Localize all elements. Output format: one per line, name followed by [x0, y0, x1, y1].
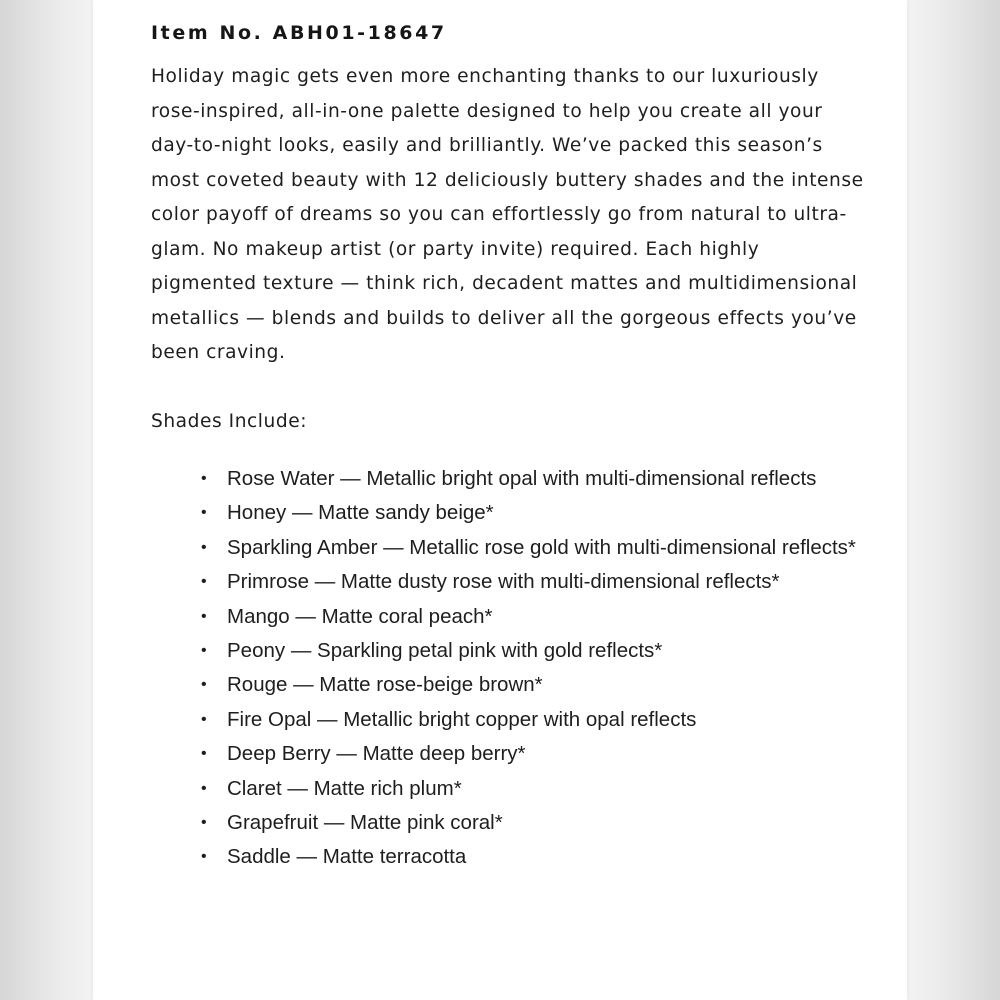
bullet-icon: • — [201, 848, 207, 866]
shade-text: Claret — Matte rich plum* — [227, 776, 462, 800]
shade-text: Rouge — Matte rose-beige brown* — [227, 673, 543, 697]
shade-text: Honey — Matte sandy beige* — [227, 501, 494, 525]
shade-text: Peony — Sparkling petal pink with gold reflects* — [227, 639, 663, 663]
product-description: Holiday magic gets even more enchanting thanks to our luxuriously rose-inspired, all-in-one palette designed to help you create all your day-to-night looks, easily and brilliantly. We’ve packed this season’s most coveted beauty with 12 deliciously buttery shades and the intense color payoff of dreams so you can effortlessly go from natural to ultra-glam. No makeup artist (or party invite) required. Each highly pigmented texture — think rich, decadent mattes and multidimensional metallics — blends and builds to deliver all the gorgeous effects you’ve been craving. — [151, 66, 864, 363]
shade-item — [201, 462, 871, 496]
bullet-icon: • — [201, 745, 207, 763]
item-number: Item No. ABH01-18647 — [151, 22, 447, 44]
shade-text: Rose Water — Metallic bright opal with multi-dimensional reflects — [227, 467, 817, 490]
shade-item — [201, 496, 871, 530]
bullet-icon: • — [201, 814, 207, 832]
shade-text: Saddle — Matte terracotta — [227, 845, 467, 869]
shade-item — [201, 703, 871, 737]
shade-text: Sparkling Amber — Metallic rose gold with multi-dimensional reflects* — [227, 535, 856, 559]
shade-item — [201, 600, 871, 634]
shade-text: Deep Berry — Matte deep berry* — [227, 742, 526, 766]
bullet-icon: • — [201, 607, 207, 625]
shade-item — [201, 806, 871, 840]
shade-list — [151, 462, 871, 875]
bullet-icon: • — [201, 573, 207, 591]
shade-text: Mango — Matte coral peach* — [227, 604, 493, 628]
shade-text: Grapefruit — Matte pink coral* — [227, 811, 503, 835]
bullet-icon: • — [201, 504, 207, 522]
bullet-icon: • — [201, 642, 207, 660]
bullet-icon: • — [201, 538, 207, 556]
shade-item — [201, 772, 871, 806]
shade-item — [201, 668, 871, 702]
shade-item — [201, 634, 871, 668]
shade-text: Primrose — Matte dusty rose with multi-dimensional reflects* — [227, 570, 780, 594]
bullet-icon: • — [201, 710, 207, 728]
shades-heading: Shades Include: — [151, 410, 308, 432]
shade-item — [201, 840, 871, 874]
bullet-icon: • — [201, 779, 207, 797]
bullet-icon: • — [201, 470, 207, 487]
product-details-content — [151, 18, 871, 875]
shade-item — [201, 737, 871, 771]
shade-text: Fire Opal — Metallic bright copper with opal reflects — [227, 707, 697, 731]
product-description-panel — [93, 0, 907, 1000]
shade-item — [201, 565, 871, 599]
shade-item — [201, 531, 871, 565]
bullet-icon: • — [201, 676, 207, 694]
